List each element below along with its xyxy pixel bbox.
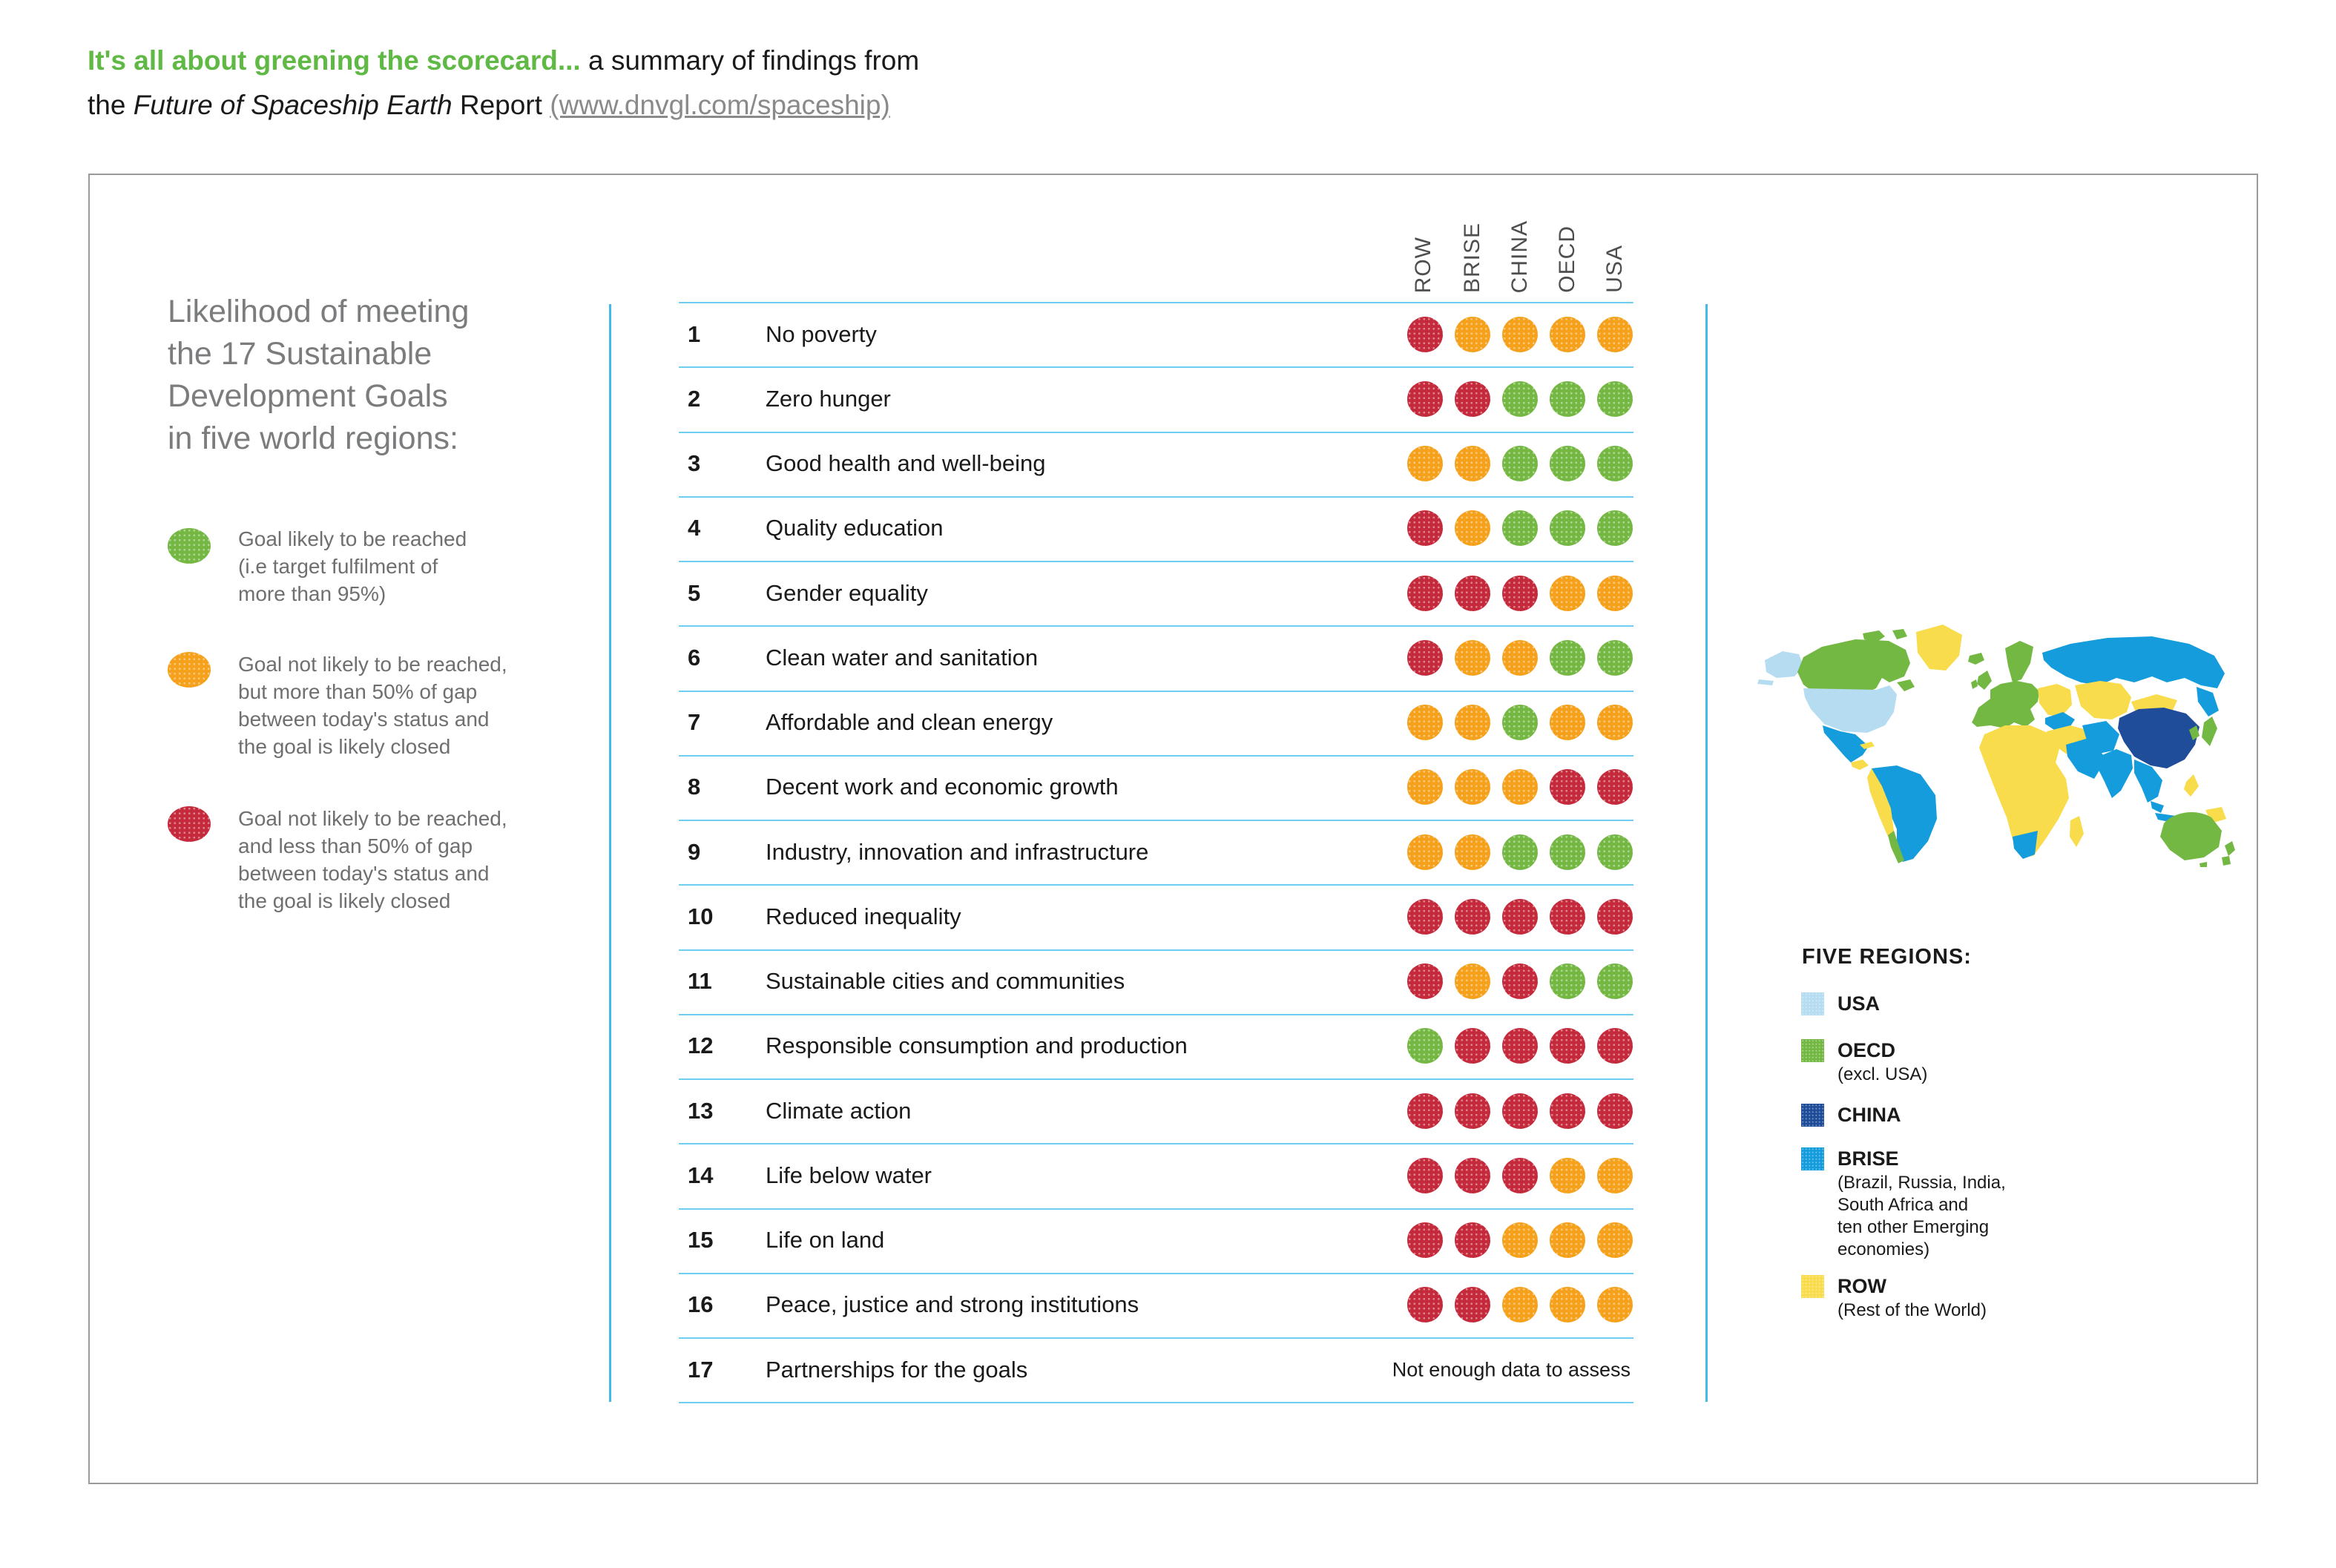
header-line2-mid: Report [452, 90, 550, 120]
goal-dots [1407, 769, 1633, 805]
red-status-dot [1455, 1028, 1490, 1064]
page-header [88, 39, 919, 128]
orange-status-dot [1502, 317, 1538, 352]
goal-dots [1407, 1028, 1633, 1064]
goal-label: Affordable and clean energy [766, 709, 1053, 735]
goal-number: 17 [688, 1356, 714, 1383]
table-bottom-line [679, 1402, 1633, 1403]
orange-status-dot [1597, 1287, 1633, 1322]
orange-status-dot [1597, 576, 1633, 611]
goal-dots [1407, 899, 1633, 935]
red-status-dot [1455, 899, 1490, 935]
green-status-dot [1597, 834, 1633, 870]
goal-number: 9 [688, 838, 701, 865]
table-row [679, 884, 1633, 949]
green-status-dot [1502, 510, 1538, 546]
goal-label: Quality education [766, 515, 944, 541]
green-status-dot [1550, 510, 1585, 546]
orange-status-dot [1550, 705, 1585, 740]
green-status-dot [1407, 1028, 1443, 1064]
goal-label: Reduced inequality [766, 903, 961, 929]
status-legend-text: Goal not likely to be reached, but more than 50% of gap between today's status and the goal is likely closed [238, 653, 507, 758]
goal-label: Climate action [766, 1097, 912, 1124]
goal-dots [1407, 963, 1633, 999]
region-label-usa: USA [1837, 992, 1881, 1015]
goal-label: Sustainable cities and communities [766, 968, 1125, 994]
green-status-dot [1502, 446, 1538, 481]
row-separator [679, 496, 1633, 498]
goal-label: Decent work and economic growth [766, 774, 1119, 800]
orange-status-dot [1550, 1287, 1585, 1322]
goal-dots [1407, 705, 1633, 740]
header-line2-prefix: the [88, 90, 134, 120]
world-map [1751, 614, 2241, 869]
red-status-dot [1550, 1028, 1585, 1064]
orange-status-dot [1502, 640, 1538, 676]
regions-legend-title: FIVE REGIONS: [1802, 945, 1972, 969]
red-status-dot [1502, 899, 1538, 935]
red-status-dot [1407, 640, 1443, 676]
table-row [679, 949, 1633, 1014]
goal-dots [1407, 446, 1633, 481]
orange-status-dot [1407, 705, 1443, 740]
table-row [679, 366, 1633, 431]
panel-title-line: the 17 Sustainable [168, 336, 432, 372]
goal-dots [1407, 1222, 1633, 1258]
row-separator [679, 949, 1633, 951]
red-status-dot [1455, 381, 1490, 417]
goal-label: Life below water [766, 1162, 932, 1188]
brise-region-swatch [1801, 1147, 1824, 1170]
table-row [679, 496, 1633, 561]
table-row [679, 1014, 1633, 1078]
goal-number: 11 [688, 968, 712, 994]
sdg-table [679, 302, 1633, 1403]
green-status-dot [1597, 510, 1633, 546]
region-label-brise: BRISE [1837, 1147, 1899, 1170]
green-status-dot [1550, 446, 1585, 481]
red-status-dot [1455, 1158, 1490, 1193]
row-separator [679, 432, 1633, 433]
goal-dots [1407, 381, 1633, 417]
goal-number: 6 [688, 644, 701, 671]
red-status-dot [1455, 576, 1490, 611]
table-row [679, 302, 1633, 366]
goal-dots [1407, 576, 1633, 611]
red-status-dot [1407, 381, 1443, 417]
usa-region-swatch [1801, 992, 1824, 1015]
row-separator [679, 561, 1633, 562]
goal-number: 7 [688, 709, 701, 735]
orange-status-dot [1550, 576, 1585, 611]
report-url-link[interactable]: (www.dnvgl.com/spaceship) [550, 90, 890, 120]
goal-number: 13 [688, 1097, 714, 1124]
table-row [679, 691, 1633, 755]
goal-number: 10 [688, 903, 714, 929]
green-status-dot [1550, 640, 1585, 676]
region-sub-oecd: (excl. USA) [1837, 1064, 1928, 1084]
oecd-region-swatch [1801, 1039, 1824, 1062]
red-status-dot [1502, 1028, 1538, 1064]
green-status-dot [1502, 381, 1538, 417]
goal-label: Responsible consumption and production [766, 1032, 1188, 1059]
table-row [679, 1078, 1633, 1143]
green-status-dot [1597, 640, 1633, 676]
orange-status-dot [1550, 1158, 1585, 1193]
orange-status-dot [1597, 1222, 1633, 1258]
goal-label: Zero hunger [766, 385, 891, 412]
row-separator [679, 691, 1633, 692]
goal-label: Good health and well-being [766, 450, 1046, 476]
row-separator [679, 302, 1633, 303]
goal-dots [1407, 640, 1633, 676]
goal-label: Industry, innovation and infrastructure [766, 838, 1149, 865]
panel-title-line: Likelihood of meeting [168, 294, 470, 329]
panel-title [168, 291, 469, 460]
goal-number: 5 [688, 579, 701, 606]
panel-title-line: in five world regions: [168, 421, 458, 456]
table-row [679, 561, 1633, 625]
goal-label: Clean water and sanitation [766, 644, 1039, 671]
orange-status-dot [1550, 1222, 1585, 1258]
goal-number: 12 [688, 1032, 714, 1059]
red-status-dot [1407, 576, 1443, 611]
row-separator [679, 1143, 1633, 1144]
china-region-swatch [1801, 1104, 1824, 1127]
goal-dots [1407, 317, 1633, 352]
row-separator [679, 625, 1633, 627]
region-label-china: CHINA [1837, 1104, 1901, 1126]
orange-status-dot [1455, 317, 1490, 352]
green-status-dot [1597, 446, 1633, 481]
goal-label: No poverty [766, 320, 877, 347]
red-status-dot [1502, 576, 1538, 611]
panel-title-line: Development Goals [168, 378, 448, 414]
row-separator [679, 1337, 1633, 1339]
red-status-dot [1597, 769, 1633, 805]
red-status-dot [1550, 769, 1585, 805]
red-status-dot [1407, 1287, 1443, 1322]
green-status-dot [168, 528, 211, 564]
red-status-dot [1502, 1158, 1538, 1193]
region-column-headers [679, 175, 1633, 302]
goal-label: Life on land [766, 1227, 885, 1253]
red-status-dot [1455, 1287, 1490, 1322]
row-separator [679, 884, 1633, 886]
goal-number: 4 [688, 515, 701, 541]
row-separator [679, 1078, 1633, 1080]
goal-dots [1407, 1158, 1633, 1193]
orange-status-dot [168, 652, 211, 688]
red-status-dot [1550, 1093, 1585, 1129]
goal-number: 14 [688, 1162, 714, 1188]
green-status-dot [1597, 963, 1633, 999]
region-label-row: ROW [1837, 1275, 1886, 1297]
goal-number: 1 [688, 320, 701, 347]
orange-status-dot [1407, 446, 1443, 481]
row-separator [679, 1014, 1633, 1015]
column-header-brise: BRISE [1460, 222, 1484, 293]
orange-status-dot [1597, 317, 1633, 352]
header-rest: a summary of findings from [580, 45, 920, 76]
goal-number: 16 [688, 1291, 714, 1318]
red-status-dot [1597, 899, 1633, 935]
red-status-dot [1407, 1222, 1443, 1258]
table-row [679, 755, 1633, 820]
orange-status-dot [1455, 705, 1490, 740]
table-row [679, 1337, 1633, 1402]
orange-status-dot [1502, 769, 1538, 805]
red-status-dot [168, 806, 211, 842]
column-header-china: CHINA [1507, 220, 1532, 293]
row-region-swatch [1801, 1275, 1824, 1298]
goal-dots [1407, 1287, 1633, 1322]
table-row [679, 432, 1633, 496]
orange-status-dot [1550, 317, 1585, 352]
green-status-dot [1550, 834, 1585, 870]
red-status-dot [1597, 1028, 1633, 1064]
orange-status-dot [1455, 834, 1490, 870]
status-legend-text: Goal likely to be reached (i.e target fulfilment of more than 95%) [238, 527, 467, 605]
orange-status-dot [1455, 510, 1490, 546]
goal-label: Partnerships for the goals [766, 1356, 1028, 1383]
goal-label: Gender equality [766, 579, 928, 606]
goal-dots [1407, 510, 1633, 546]
row-separator [679, 1273, 1633, 1274]
table-row [679, 1143, 1633, 1208]
column-header-oecd: OECD [1555, 225, 1579, 293]
region-label-oecd: OECD [1837, 1039, 1896, 1061]
goal-label: Peace, justice and strong institutions [766, 1291, 1139, 1318]
green-status-dot [1550, 381, 1585, 417]
red-status-dot [1455, 1222, 1490, 1258]
header-line-2 [88, 83, 919, 128]
left-divider [609, 304, 611, 1402]
orange-status-dot [1502, 1287, 1538, 1322]
red-status-dot [1407, 510, 1443, 546]
orange-status-dot [1407, 834, 1443, 870]
red-status-dot [1407, 317, 1443, 352]
goal-dots [1407, 1093, 1633, 1129]
row-separator [679, 755, 1633, 757]
orange-status-dot [1455, 640, 1490, 676]
header-line-1 [88, 39, 919, 83]
red-status-dot [1407, 963, 1443, 999]
green-status-dot [1502, 834, 1538, 870]
header-highlight: It's all about greening the scorecard... [88, 45, 581, 76]
red-status-dot [1455, 1093, 1490, 1129]
green-status-dot [1502, 705, 1538, 740]
row-separator [679, 366, 1633, 368]
table-row [679, 625, 1633, 690]
green-status-dot [1550, 963, 1585, 999]
no-data-note: Not enough data to assess [1392, 1358, 1631, 1380]
red-status-dot [1407, 1093, 1443, 1129]
orange-status-dot [1597, 705, 1633, 740]
row-separator [679, 820, 1633, 821]
right-divider [1705, 304, 1708, 1402]
orange-status-dot [1455, 769, 1490, 805]
scorecard-box [88, 174, 2258, 1484]
goal-number: 8 [688, 774, 701, 800]
world-map-svg [1751, 614, 2241, 869]
region-sub-brise: (Brazil, Russia, India, South Africa and ten other Emerging economies) [1837, 1173, 2006, 1259]
table-row [679, 820, 1633, 884]
column-header-row: ROW [1411, 236, 1435, 293]
red-status-dot [1502, 1093, 1538, 1129]
report-name: Future of Spaceship Earth [133, 90, 453, 120]
red-status-dot [1597, 1093, 1633, 1129]
goal-number: 2 [688, 385, 701, 412]
orange-status-dot [1502, 1222, 1538, 1258]
column-header-usa: USA [1602, 245, 1627, 293]
table-row [679, 1208, 1633, 1273]
orange-status-dot [1597, 1158, 1633, 1193]
row-separator [679, 1208, 1633, 1210]
red-status-dot [1407, 1158, 1443, 1193]
region-sub-row: (Rest of the World) [1837, 1300, 1987, 1320]
goal-number: 3 [688, 450, 701, 476]
green-status-dot [1597, 381, 1633, 417]
status-legend-text: Goal not likely to be reached, and less than 50% of gap between today's status and the goal is likely closed [238, 807, 507, 912]
orange-status-dot [1407, 769, 1443, 805]
orange-status-dot [1455, 446, 1490, 481]
orange-status-dot [1455, 963, 1490, 999]
red-status-dot [1550, 899, 1585, 935]
goal-number: 15 [688, 1227, 714, 1253]
red-status-dot [1502, 963, 1538, 999]
goal-dots [1407, 834, 1633, 870]
red-status-dot [1407, 899, 1443, 935]
table-row [679, 1273, 1633, 1337]
